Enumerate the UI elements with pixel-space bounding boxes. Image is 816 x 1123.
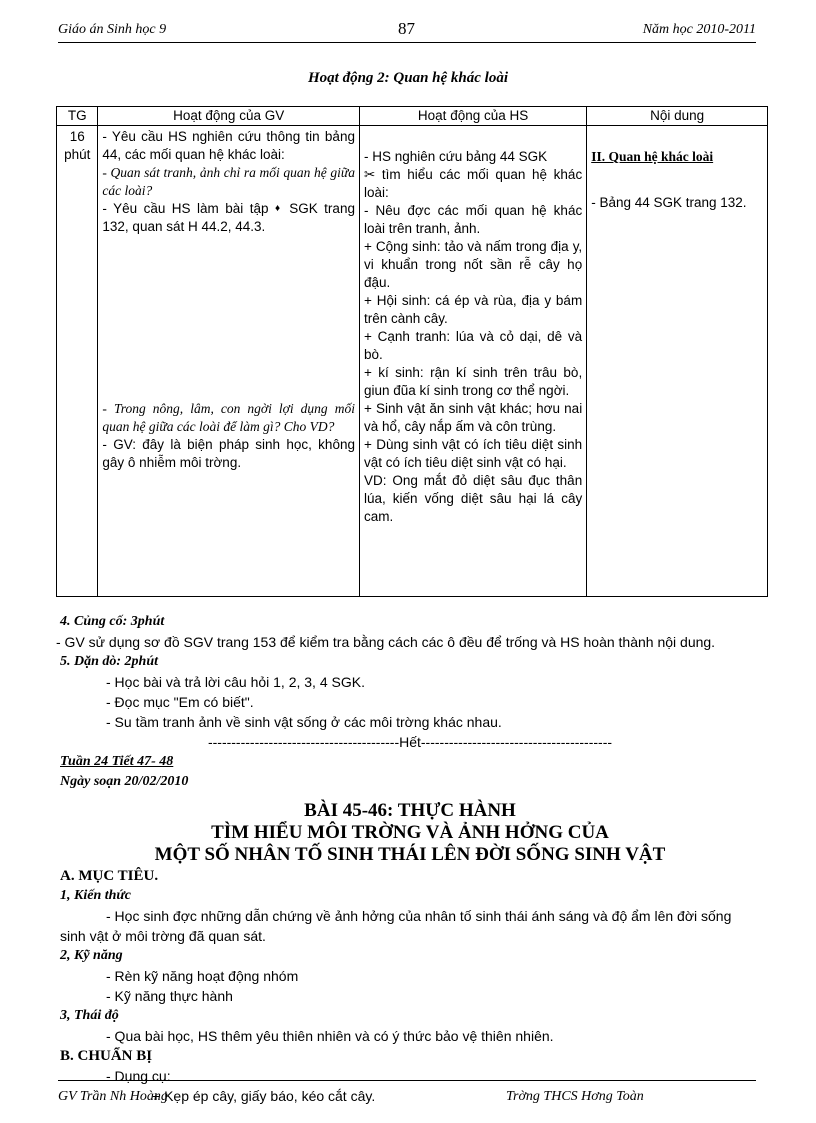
chuan-bi-2: + Kẹp ép cây, giấy báo, kéo cắt cây.: [152, 1088, 376, 1104]
kien-thuc-line-2: sinh vật ở môi trờng đã quan sát.: [60, 928, 266, 944]
hs-l2-wrap: [364, 166, 582, 202]
page-number: 87: [398, 19, 415, 38]
text-cung-co: - GV sử dụng sơ đồ SGV trang 153 để kiểm tra bằng cách các ô đều để trống và HS hoàn thành nội dung.: [56, 634, 716, 650]
chuan-bi-1: - Dụng cụ:: [106, 1068, 171, 1084]
hs-l1: - HS nghiên cứu bảng 44 SGK: [363, 149, 548, 164]
heading-thai-do: 3, Thái độ: [60, 1008, 119, 1023]
table-header-row: [57, 107, 768, 126]
col-header-nd: Nội dung: [587, 107, 768, 126]
hs-l4: + Cộng sinh: tảo và nấm trong địa y, vi khuẩn trong nốt sần rễ cây họ đậu.: [363, 239, 583, 290]
thai-do-text: - Qua bài học, HS thêm yêu thiên nhiên và có ý thức bảo vệ thiên nhiên.: [106, 1028, 554, 1044]
cell-hs: [359, 126, 586, 597]
nd-heading: II. Quan hệ khác loài: [591, 149, 714, 164]
section-title: Hoạt động 2: Quan hệ khác loài: [307, 70, 509, 86]
gv-p3: [102, 200, 355, 236]
gv-p2: - Quan sát tranh, ảnh chỉ ra mối quan hệ giữa các loài?: [102, 165, 355, 198]
after-table: [56, 612, 760, 1106]
lesson-title-1: BÀI 45-46: THỰC HÀNH: [304, 800, 516, 821]
cell-tg: 16 phút: [57, 126, 98, 597]
cell-nd: [587, 126, 768, 597]
footer-left: GV Trần Nh Hoàng: [58, 1089, 168, 1104]
dan-do-1: - Học bài và trả lời câu hỏi 1, 2, 3, 4 SGK.: [106, 674, 365, 690]
page-header: [58, 16, 756, 43]
hs-l10: VD: Ong mắt đỏ diệt sâu đục thân lúa, kiến vống diệt sâu hại lá cây cam.: [363, 473, 583, 524]
ky-nang-1: - Rèn kỹ năng hoạt động nhóm: [106, 968, 299, 984]
hs-l8: + Sinh vật ăn sinh vật khác; hơu nai và hổ, cây nắp ấm và côn trùng.: [363, 401, 583, 434]
date-label: Ngày soạn 20/02/2010: [60, 774, 189, 789]
ky-nang-2: - Kỹ năng thực hành: [106, 988, 233, 1004]
gv-p4: - Trong nông, lâm, con ngời lợi dụng mối quan hệ giữa các loài để làm gì? Cho VD?: [102, 401, 355, 434]
heading-dan-do: 5. Dặn dò: 2phút: [60, 654, 159, 669]
table-row: [57, 126, 768, 597]
dan-do-3: - Su tầm tranh ảnh về sinh vật sống ở các môi trờng khác nhau.: [106, 714, 502, 730]
hs-l5: + Hội sinh: cá ép và rùa, địa y bám trên cành cây.: [363, 293, 583, 326]
dan-do-2: - Đọc mục "Em có biết".: [106, 694, 254, 710]
gv-p1: - Yêu cầu HS nghiên cứu thông tin bảng 44, các mối quan hệ khác loài:: [102, 129, 355, 162]
hs-l7: + kí sinh: rận kí sinh trên trâu bò, giun đũa kí sinh trong cơ thể ngời.: [363, 365, 583, 398]
end-separator: -----------------------------------------Hết-----------------------------------------: [207, 734, 613, 750]
footer-right: Trờng THCS Hơng Toàn: [506, 1089, 644, 1104]
col-header-gv: Hoạt động của GV: [98, 107, 360, 126]
heading-kien-thuc: 1, Kiến thức: [60, 888, 132, 903]
col-header-hs: Hoạt động của HS: [359, 107, 586, 126]
hs-l3: - Nêu đợc các mối quan hệ khác loài trên tranh, ảnh.: [363, 203, 583, 236]
cell-gv: [98, 126, 360, 597]
heading-muc-tieu: A. MỤC TIÊU.: [60, 868, 159, 884]
col-header-tg: TG: [57, 107, 98, 126]
activity-table: [56, 106, 768, 597]
hs-l2: tìm hiểu các mối quan hệ khác loài:: [363, 167, 583, 200]
heading-chuan-bi: B. CHUẨN BỊ: [60, 1048, 153, 1064]
nd-text: - Bảng 44 SGK trang 132.: [591, 195, 747, 210]
hs-l9: + Dùng sinh vật có ích tiêu diệt sinh vật có ích tiêu diệt sinh vật có hại.: [363, 437, 583, 470]
kien-thuc-line-1: - Học sinh đợc những dẫn chứng về ảnh hởng của nhân tố sinh thái ánh sáng và độ ẩm lên đời sống: [106, 908, 732, 924]
hs-l6: + Cạnh tranh: lúa và cỏ dại, dê và bò.: [363, 329, 583, 362]
lesson-title-2: TÌM HIỂU MÔI TRỜNG VÀ ẢNH HỞNG CỦA: [211, 822, 609, 843]
header-left: Giáo án Sinh học 9: [58, 22, 167, 37]
week-label: Tuần 24 Tiết 47- 48: [60, 754, 174, 769]
gv-p5: - GV: đây là biện pháp sinh học, không gây ô nhiễm môi trờng.: [102, 437, 355, 470]
lesson-title-3: MỘT SỐ NHÂN TỐ SINH THÁI LÊN ĐỜI SỐNG SINH VẬT: [154, 844, 666, 865]
gv-p3a: - Yêu cầu HS làm bài tập: [102, 201, 269, 216]
scissors-icon: ✂: [363, 167, 376, 182]
heading-ky-nang: 2, Kỹ năng: [60, 948, 123, 963]
header-right: Năm học 2010-2011: [642, 22, 756, 37]
diamond-icon: ♦: [274, 203, 283, 214]
gv-p3b: SGK trang 132, quan sát H 44.2, 44.3.: [102, 201, 355, 234]
heading-cung-co: 4. Củng cố: 3phút: [60, 614, 165, 629]
